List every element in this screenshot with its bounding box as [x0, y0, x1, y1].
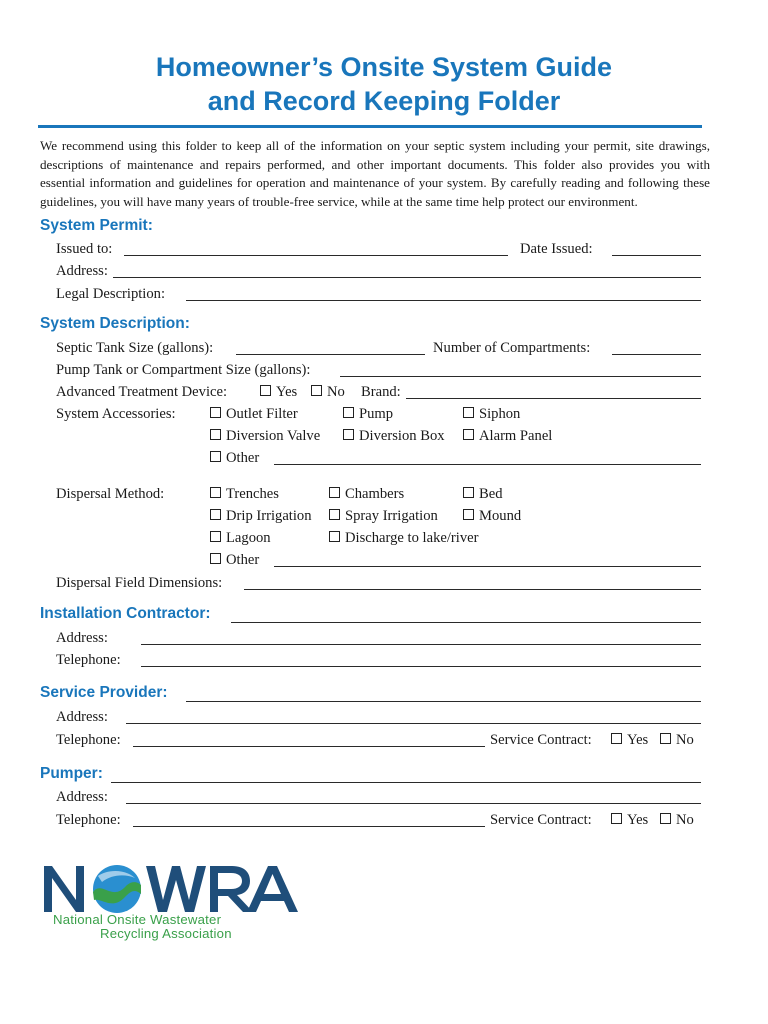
dispersal-checkbox[interactable]: [463, 509, 474, 520]
dispersal-label: Dispersal Method:: [56, 486, 165, 502]
atd-yes-checkbox[interactable]: [260, 385, 271, 396]
nowra-logo: [42, 858, 342, 942]
pumper-address-field[interactable]: [126, 803, 701, 804]
pump-tank-label: Pump Tank or Compartment Size (gallons):: [56, 362, 311, 378]
dispersal-option-label: Spray Irrigation: [345, 508, 438, 524]
installer-heading: Installation Contractor:: [40, 605, 211, 622]
dispersal-checkbox[interactable]: [210, 487, 221, 498]
installer-address-field[interactable]: [141, 644, 701, 645]
dispersal-option-label: Drip Irrigation: [226, 508, 312, 524]
page-title: [0, 50, 768, 118]
installer-name-field[interactable]: [231, 622, 701, 623]
dispersal-mound[interactable]: [463, 506, 521, 526]
tank-size-field[interactable]: [236, 354, 425, 355]
legal-description-field[interactable]: [186, 300, 701, 301]
compartments-label: Number of Compartments:: [433, 340, 591, 356]
dispersal-discharge[interactable]: [329, 528, 478, 548]
pumper-telephone-label: Telephone:: [56, 812, 121, 828]
dispersal-option-label: Other: [226, 552, 260, 568]
issued-to-label: Issued to:: [56, 241, 113, 257]
description-heading: System Description:: [40, 315, 190, 332]
dispersal-chambers[interactable]: [329, 484, 404, 504]
pumper-contract-yes[interactable]: [611, 810, 648, 830]
installer-telephone-label: Telephone:: [56, 652, 121, 668]
service-contract-label: Service Contract:: [490, 732, 592, 748]
pumper-contract-yes-label: Yes: [627, 812, 649, 828]
accessory-checkbox[interactable]: [463, 429, 474, 440]
dispersal-option-label: Bed: [479, 486, 503, 502]
atd-yes-label: Yes: [276, 384, 298, 400]
pumper-contract-yes-checkbox[interactable]: [611, 813, 622, 824]
service-heading: Service Provider:: [40, 684, 168, 701]
field-dimensions-field[interactable]: [244, 589, 701, 590]
service-address-label: Address:: [56, 709, 108, 725]
field-dimensions-label: Dispersal Field Dimensions:: [56, 575, 223, 591]
atd-label: Advanced Treatment Device:: [56, 384, 228, 400]
pumper-contract-no-checkbox[interactable]: [660, 813, 671, 824]
atd-no-label: No: [327, 384, 345, 400]
dispersal-checkbox[interactable]: [329, 531, 340, 542]
pumper-contract-no[interactable]: [660, 810, 694, 830]
accessory-checkbox[interactable]: [343, 407, 354, 418]
accessory-other-field[interactable]: [274, 464, 701, 465]
dispersal-spray-irrigation[interactable]: [329, 506, 438, 526]
accessory-label: Outlet Filter: [226, 406, 298, 422]
dispersal-option-label: Trenches: [226, 486, 279, 502]
dispersal-bed[interactable]: [463, 484, 503, 504]
accessory-label: Diversion Box: [359, 428, 445, 444]
date-issued-label: Date Issued:: [520, 241, 593, 257]
accessory-checkbox[interactable]: [343, 429, 354, 440]
dispersal-trenches[interactable]: [210, 484, 279, 504]
pumper-name-field[interactable]: [111, 782, 701, 783]
pumper-address-label: Address:: [56, 789, 108, 805]
dispersal-option-label: Chambers: [345, 486, 405, 502]
tank-size-label: Septic Tank Size (gallons):: [56, 340, 214, 356]
dispersal-checkbox[interactable]: [210, 531, 221, 542]
dispersal-drip-irrigation[interactable]: [210, 506, 312, 526]
service-contract-no[interactable]: [660, 730, 694, 750]
accessory-label: Pump: [359, 406, 394, 422]
service-contract-no-label: No: [676, 732, 694, 748]
accessory-label: Diversion Valve: [226, 428, 321, 444]
service-address-field[interactable]: [126, 723, 701, 724]
issued-to-field[interactable]: [124, 255, 508, 256]
brand-label: Brand:: [361, 384, 401, 400]
installer-telephone-field[interactable]: [141, 666, 701, 667]
pumper-contract-no-label: No: [676, 812, 694, 828]
date-issued-field[interactable]: [612, 255, 701, 256]
accessory-pump[interactable]: [343, 404, 393, 424]
intro-paragraph: We recommend using this folder to keep all of the information on your septic system including your permit, site drawings, descriptions of maintenance and repairs performed, and other important documents. This folder also provides you with essential information and guidelines for operation and maintenance of your system. By carefully reading and following these guidelines, you will have many years of trouble-free service, while at the same time help protect our environment.: [40, 138, 710, 209]
logo-tagline-line-2: Recycling Association: [100, 926, 232, 941]
compartments-field[interactable]: [612, 354, 701, 355]
permit-address-field[interactable]: [113, 277, 701, 278]
installer-address-label: Address:: [56, 630, 108, 646]
dispersal-checkbox[interactable]: [210, 553, 221, 564]
dispersal-checkbox[interactable]: [329, 509, 340, 520]
atd-yes-option[interactable]: [260, 382, 297, 402]
service-telephone-label: Telephone:: [56, 732, 121, 748]
legal-description-label: Legal Description:: [56, 286, 166, 302]
accessories-label: System Accessories:: [56, 406, 176, 422]
service-telephone-field[interactable]: [133, 746, 485, 747]
pumper-contract-label: Service Contract:: [490, 812, 592, 828]
dispersal-other-field[interactable]: [274, 566, 701, 567]
dispersal-option-label: Discharge to lake/river: [345, 530, 479, 546]
permit-heading: System Permit:: [40, 217, 153, 234]
logo-tagline-line-1: National Onsite Wastewater: [53, 912, 222, 927]
accessory-diversion-valve[interactable]: [210, 426, 320, 446]
accessory-alarm-panel[interactable]: [463, 426, 552, 446]
permit-address-label: Address:: [56, 263, 108, 279]
accessory-diversion-box[interactable]: [343, 426, 445, 446]
accessory-outlet-filter[interactable]: [210, 404, 298, 424]
accessory-label: Other: [226, 450, 260, 466]
dispersal-other[interactable]: [210, 550, 259, 570]
pump-tank-field[interactable]: [340, 376, 701, 377]
service-contract-yes[interactable]: [611, 730, 648, 750]
accessory-checkbox[interactable]: [210, 429, 221, 440]
service-contract-yes-checkbox[interactable]: [611, 733, 622, 744]
title-line-1: Homeowner’s Onsite System Guide: [155, 52, 613, 82]
accessory-checkbox[interactable]: [210, 451, 221, 462]
dispersal-checkbox[interactable]: [329, 487, 340, 498]
dispersal-option-label: Mound: [479, 508, 522, 524]
title-line-2: and Record Keeping Folder: [207, 86, 561, 116]
service-name-field[interactable]: [186, 701, 701, 702]
dispersal-lagoon[interactable]: [210, 528, 271, 548]
atd-no-option[interactable]: [311, 382, 345, 402]
dispersal-option-label: Lagoon: [226, 530, 271, 546]
accessory-label: Siphon: [479, 406, 521, 422]
accessory-checkbox[interactable]: [210, 407, 221, 418]
brand-field[interactable]: [406, 398, 701, 399]
pumper-heading: Pumper:: [40, 765, 103, 782]
atd-no-checkbox[interactable]: [311, 385, 322, 396]
service-contract-no-checkbox[interactable]: [660, 733, 671, 744]
accessory-checkbox[interactable]: [463, 407, 474, 418]
nowra-wordmark: [42, 858, 342, 914]
accessory-label: Alarm Panel: [479, 428, 553, 444]
service-contract-yes-label: Yes: [627, 732, 649, 748]
pumper-telephone-field[interactable]: [133, 826, 485, 827]
accessory-siphon[interactable]: [463, 404, 520, 424]
dispersal-checkbox[interactable]: [463, 487, 474, 498]
dispersal-checkbox[interactable]: [210, 509, 221, 520]
accessory-other[interactable]: [210, 448, 259, 468]
title-divider: [38, 125, 702, 128]
